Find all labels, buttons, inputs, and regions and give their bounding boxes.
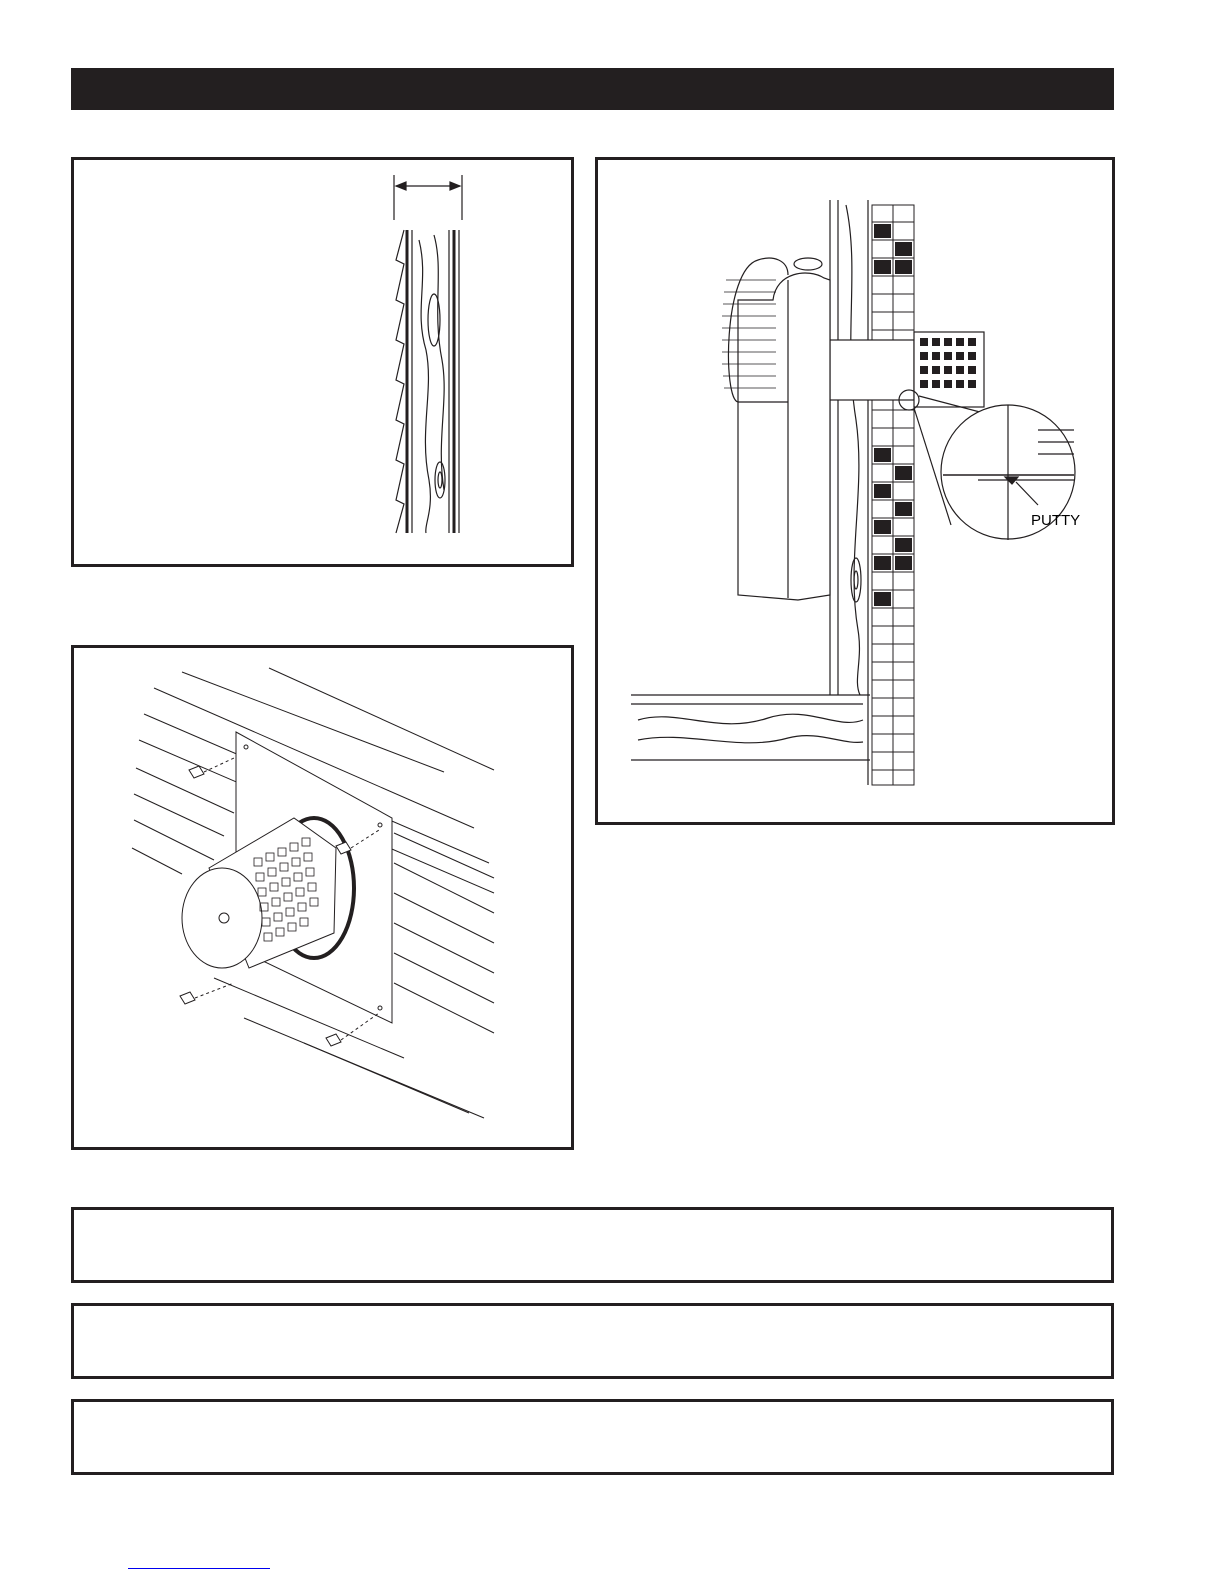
vent-installation-drawing	[74, 648, 577, 1153]
vent-section-figure	[595, 157, 1115, 825]
footer-link-underline[interactable]	[128, 1568, 270, 1569]
vent-section-drawing	[598, 160, 1118, 828]
note-box-3	[71, 1399, 1114, 1475]
vent-installation-figure	[71, 645, 574, 1150]
note-box-1	[71, 1207, 1114, 1283]
section-header-bar	[71, 68, 1114, 110]
wall-thickness-figure	[71, 157, 574, 567]
putty-callout-label: PUTTY	[1031, 512, 1081, 529]
wall-thickness-drawing	[74, 160, 577, 570]
note-box-2	[71, 1303, 1114, 1379]
